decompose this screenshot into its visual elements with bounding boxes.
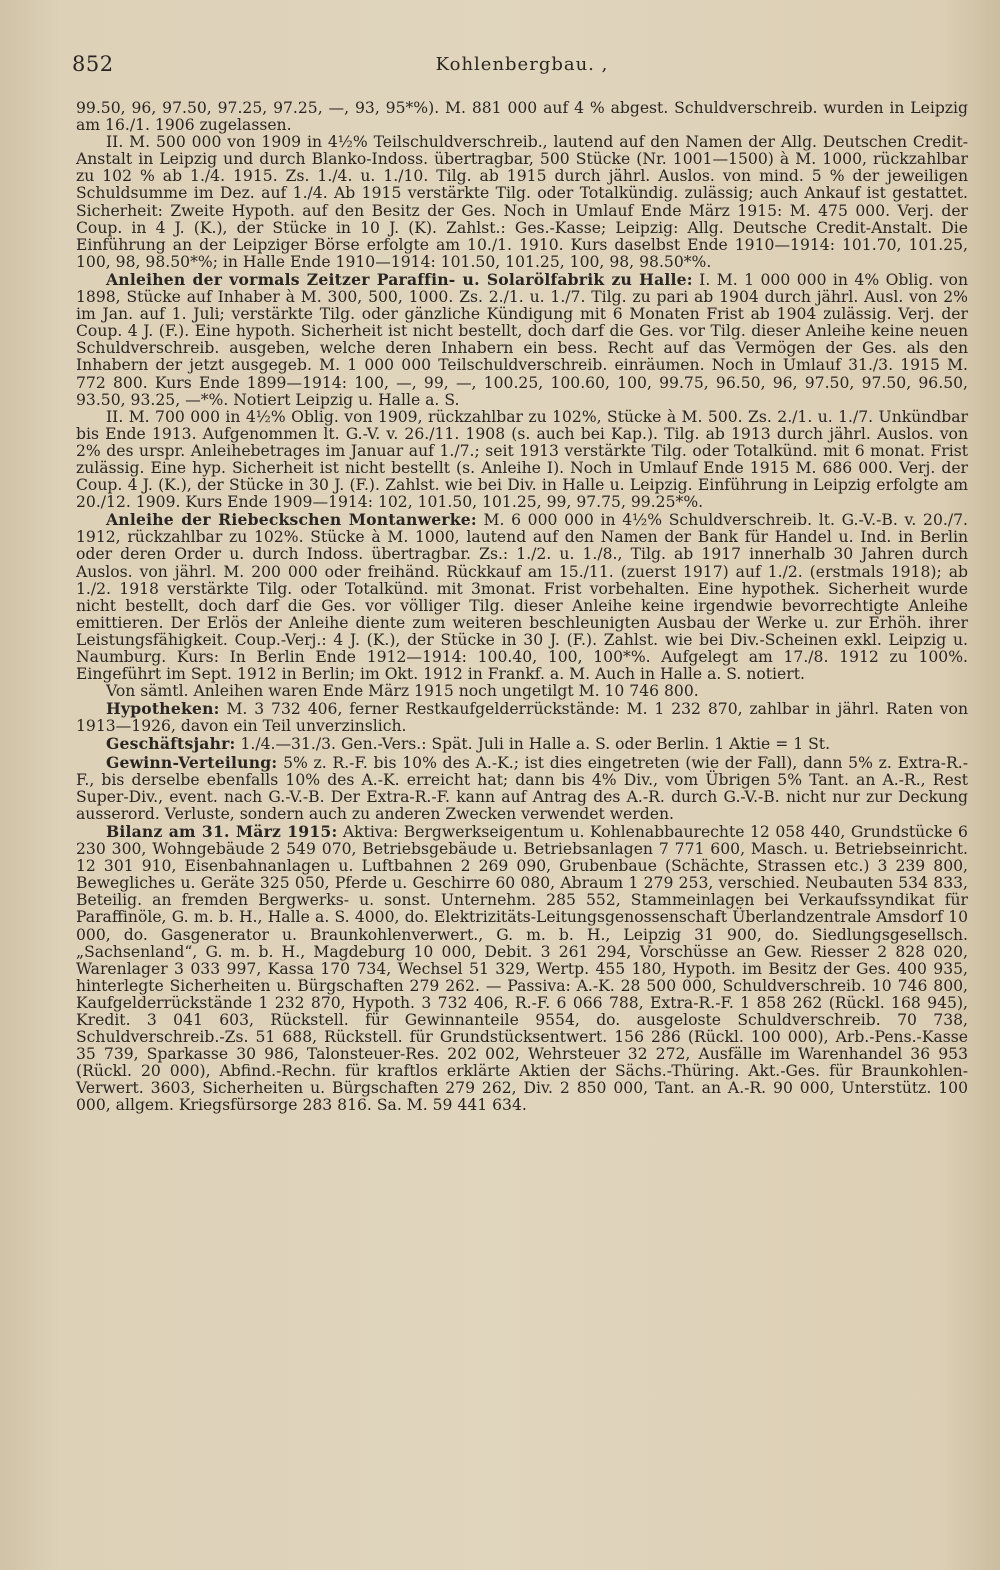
paragraph-text: II. M. 700 000 in 4½% Oblig. von 1909, rückzahlbar zu 102%, Stücke à M. 500. Zs. 2./1. u. 1./7. Unkündbar bis Ende 1913. Aufgenommen lt. G.-V. v. 26./11. 1908 (s. auch bei Kap.). Tilg. ab 1913 durch jährl. Auslos. von 2% des urspr. Anleihebetrages im Januar auf 1./7.; seit 1913 verstärkte Tilg. oder Totalkünd. mit 6 monat. Frist zulässig. Eine hyp. Sicherheit ist nicht bestellt (s. Anleihe I). Noch in Umlauf Ende 1915 M. 686 000. Verj. der Coup. 4 J. (K.), der Stücke in 30 J. (F.). Zahlst. wie bei Div. in Halle u. Leipzig. Einführung in Leipzig erfolgte am 20./12. 1909. Kurs Ende 1909—1914: 102, 101.50, 101.25, 99, 97.75, 99.25*%. xyxy=(76,407,968,512)
paragraph-outstanding-total xyxy=(76,683,968,700)
paragraph-bond-continuation xyxy=(76,100,968,134)
paragraph-bond-ii xyxy=(76,134,968,271)
paragraph-text: 99.50, 96, 97.50, 97.25, 97.25, —, 93, 95*%). M. 881 000 auf 4 % abgest. Schuldverschreib. wurden in Leipzig am 16./1. 1906 zugelassen. xyxy=(76,99,968,135)
paragraph-text: II. M. 500 000 von 1909 in 4½% Teilschuldverschreib., lautend auf den Namen der Allg. Deutschen Credit-Anstalt in Leipzig und durch Blanko-Indoss. übertragbar, 500 Stücke (Nr. 1001—1500) à M. 1000, rückzahlbar zu 102 % ab 1./4. 1915. Zs. 1./4. u. 1./10. Tilg. ab 1915 durch jährl. Auslos. von mind. 5 % der jeweiligen Schuldsumme im Dez. auf 1./4. Ab 1915 verstärkte Tilg. oder Totalkündig. zulässig; auch Ankauf ist gestattet. Sicherheit: Zweite Hypoth. auf den Besitz der Ges. Noch in Umlauf Ende März 1915: M. 475 000. Verj. der Coup. in 4 J. (K.), der Stücke in 10 J. (K). Zahlst.: Ges.-Kasse; Leipzig: Allg. Deutsche Credit-Anstalt. Die Einführung an der Leipziger Börse erfolgte am 10./1. 1910. Kurs daselbst Ende 1910—1914: 101.70, 101.25, 100, 98, 98.50*%; in Halle Ende 1910—1914: 101.50, 101.25, 100, 98, 98.50*%. xyxy=(76,133,968,271)
paragraph-text: 1./4.—31./3. Gen.-Vers.: Spät. Juli in Halle a. S. oder Berlin. 1 Aktie = 1 St. xyxy=(235,735,831,754)
paragraph-text: M. 3 732 406, ferner Restkaufgelderrückstände: M. 1 232 870, zahlbar in jährl. Raten von 1913—1926, davon ein Teil unverzinslich. xyxy=(76,700,968,736)
paragraph-mortgages xyxy=(76,700,968,735)
paragraph-text: I. M. 1 000 000 in 4% Oblig. von 1898, Stücke auf Inhaber à M. 300, 500, 1000. Zs. 2./1. u. 1./7. Tilg. zu pari ab 1904 durch jährl. Ausl. von 2% im Jan. auf 1. Juli; verstärkte Tilg. oder gänzliche Kündigung mit 6 Monaten Frist ab 1904 zulässig. Verj. der Coup. 4 J. (F.). Eine hypoth. Sicherheit ist nicht bestellt, doch darf die Ges. vor Tilg. dieser Anleihe keine neuen Schuldverschreib. ausgeben, welche deren Inhabern ein bess. Recht auf das Vermögen der Ges. als den Inhabern der jetzt ausgegeb. M. 1 000 000 Teilschuldverschreib. einräumen. Noch in Umlauf 31./3. 1915 M. 772 800. Kurs Ende 1899—1914: 100, —, 99, —, 100.25, 100.60, 100, 99.75, 96.50, 96, 97.50, 97.50, 96.50, 93.50, 93.25, —*%. Notiert Leipzig u. Halle a. S. xyxy=(76,270,968,409)
paragraph-balance-sheet xyxy=(76,823,968,1115)
page-body xyxy=(76,100,968,1115)
page-number: 852 xyxy=(72,52,114,76)
paragraph-heading: Hypotheken: xyxy=(106,699,220,719)
paragraph-zeitzer-bond-ii xyxy=(76,409,968,512)
paragraph-text: Aktiva: Bergwerkseigentum u. Kohlenabbaurechte 12 058 440, Grundstücke 6 230 300, Wohngebäude 2 549 070, Betriebsgebäude u. Betriebsanlagen 7 771 600, Masch. u. Betriebseinricht. 12 301 910, Eisenbahnanlagen u. Luftbahnen 2 269 090, Grubenbaue (Schächte, Strassen etc.) 3 239 800, Bewegliches u. Geräte 325 050, Pferde u. Geschirre 60 080, Abraum 1 279 253, verschied. Neubauten 534 833, Beteilig. an fremden Bergwerks- u. sonst. Unternehm. 285 552, Stammeinlagen bei Verkaufssyndikat für Paraffinöle, G. m. b. H., Halle a. S. 4000, do. Elektrizitäts-Leitungsgenossenschaft Überlandzentrale Amsdorf 10 000, do. Gasgenerator u. Braunkohlenverwert., G. m. b. H., Leipzig 31 900, do. Siedlungsgesellsch. „Sachsenland“, G. m. b. H., Magdeburg 10 000, Debit. 3 261 294, Vorschüsse an Gew. Riesser 2 828 020, Warenlager 3 033 997, Kassa 170 734, Wechsel 51 329, Wertp. 455 180, Hypoth. im Besitz der Ges. 400 935, hinterlegte Sicherheiten u. Bürgschaften 279 262. — Passiva: A.-K. 28 500 000, Schuldverschreib. 10 746 800, Kaufgelderrückstände 1 232 870, Hypoth. 3 732 406, R.-F. 6 066 788, Extra-R.-F. 1 858 262 (Rückl. 168 945), Kredit. 3 041 603, Rückstell. für Gewinnanteile 9554, do. ausgeloste Schuldverschreib. 70 738, Schuldverschreib.-Zs. 51 688, Rückstell. für Grundstücksentwert. 156 286 (Rückl. 100 000), Arb.-Pens.-Kasse 35 739, Sparkasse 30 986, Talonsteuer-Res. 202 002, Wehrsteuer 32 272, Ausfälle im Warenhandel 36 953 (Rückl. 20 000), Abfind.-Rechn. für kraftlos erklärte Aktien der Sächs.-Thüring. Akt.-Ges. für Braunkohlen-Verwert. 3603, Sicherheiten u. Bürgschaften 279 262, Div. 2 850 000, Tant. an A.-R. 90 000, Unterstütz. 100 000, allgem. Kriegsfürsorge 283 816. Sa. M. 59 441 634. xyxy=(76,822,968,1115)
paragraph-heading: Anleihen der vormals Zeitzer Paraffin- u. Solarölfabrik zu Halle: xyxy=(106,269,693,289)
paragraph-riebeck-bond xyxy=(76,511,968,683)
paragraph-heading: Gewinn-Verteilung: xyxy=(106,752,278,772)
paragraph-fiscal-year xyxy=(76,735,968,753)
paragraph-heading: Anleihe der Riebeckschen Montanwerke: xyxy=(106,510,477,530)
paragraph-text: Von sämtl. Anleihen waren Ende März 1915 noch ungetilgt M. 10 746 800. xyxy=(106,682,699,701)
paragraph-text: M. 6 000 000 in 4½% Schuldverschreib. lt. G.-V.-B. v. 20./7. 1912, rückzahlbar zu 102%. Stücke à M. 1000, lautend auf den Namen der Bank für Handel u. Ind. in Berlin oder deren Order u. durch Indoss. übertragbar. Zs.: 1./2. u. 1./8., Tilg. ab 1917 innerhalb 30 Jahren durch Auslos. von jährl. M. 200 000 oder freihänd. Rückkauf am 15./11. (zuerst 1917) auf 1./2. (erstmals 1918); ab 1./2. 1918 verstärkte Tilg. oder Totalkünd. mit 3monat. Frist vorbehalten. Eine hypothek. Sicherheit wurde nicht bestellt, doch darf die Ges. vor völliger Tilg. dieser Anleihe keine irgendwie bevorrechtigte Anleihe emittieren. Der Erlös der Anleihe diente zum weiteren beschleunigten Ausbau der Werke u. zur Erhöh. ihrer Leistungsfähigkeit. Coup.-Verj.: 4 J. (K.), der Stücke in 30 J. (F.). Zahlst. wie bei Div.-Scheinen exkl. Leipzig u. Naumburg. Kurs: In Berlin Ende 1912—1914: 100.40, 100, 100*%. Aufgelegt am 17./8. 1912 zu 100%. Eingeführt im Sept. 1912 in Berlin; im Okt. 1912 in Frankf. a. M. Auch in Halle a. S. notiert. xyxy=(76,511,968,684)
paragraph-profit-distribution xyxy=(76,754,968,823)
page-header xyxy=(72,52,972,86)
running-title: Kohlenbergbau. , xyxy=(435,54,609,75)
paragraph-heading: Geschäftsjahr: xyxy=(106,734,236,754)
paragraph-heading: Bilanz am 31. März 1915: xyxy=(106,821,338,841)
paragraph-zeitzer-bonds xyxy=(76,271,968,409)
paragraph-text: 5% z. R.-F. bis 10% des A.-K.; ist dies eingetreten (wie der Fall), dann 5% z. Extra-R.-F., bis derselbe ebenfalls 10% des A.-K. erreicht hat; dann bis 4% Div., vom Übrigen 5% Tant. an A.-R., Rest Super-Div., event. nach G.-V.-B. Der Extra-R.-F. kann auf Antrag des A.-R. durch G.-V.-B. nicht nur zur Deckung ausserord. Verluste, sondern auch zu anderen Zwecken verwendet werden. xyxy=(76,753,968,823)
